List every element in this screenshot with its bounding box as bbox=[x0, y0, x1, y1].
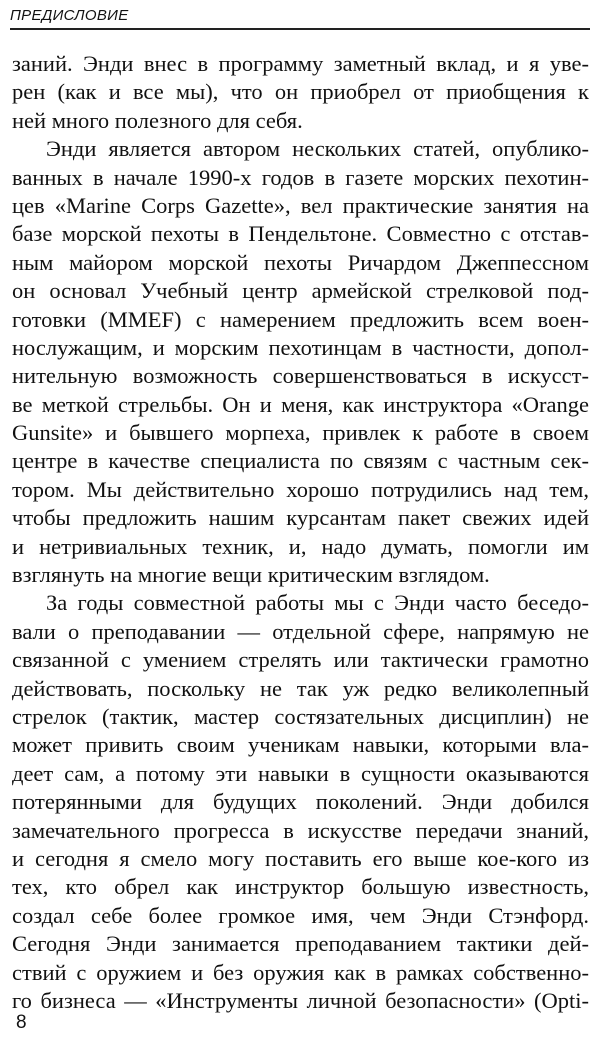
text-line: может привить своим ученикам навыки, которыми вла- bbox=[12, 732, 589, 758]
text-line: ванных в начале 1990-х годов в газете морских пехотин- bbox=[12, 164, 589, 190]
running-header bbox=[10, 4, 590, 30]
text-line: и нетривиальных техник, и, надо думать, помогли им bbox=[12, 533, 589, 559]
text-line: Gunsite» и бывшего морпеха, привлек к работе в своем bbox=[12, 420, 589, 446]
text-line: заний. Энди внес в программу заметный вклад, и я уве- bbox=[12, 51, 589, 76]
text-line: ней много полезного для себя. bbox=[12, 107, 303, 133]
paragraph bbox=[12, 50, 589, 135]
text-line: действовать, поскольку не так уж редко великолепный bbox=[12, 675, 589, 701]
paragraph bbox=[12, 135, 589, 589]
text-line: центре в качестве специалиста по связям с частным сек- bbox=[12, 448, 589, 474]
paragraph bbox=[12, 589, 589, 1015]
running-header-title: ПРЕДИСЛОВИЕ bbox=[10, 7, 129, 24]
text-line: ве меткой стрельбы. Он и меня, как инструктора «Orange bbox=[12, 391, 589, 417]
text-line: цев «Marine Corps Gazette», вел практические занятия на bbox=[12, 192, 589, 218]
text-line: взглянуть на многие вещи критическим взглядом. bbox=[12, 562, 490, 588]
text-line: и сегодня я смело могу поставить его выше кое-кого из bbox=[12, 845, 589, 871]
text-line: он основал Учебный центр армейской стрелковой под- bbox=[12, 278, 589, 304]
text-line: рен (как и все мы), что он приобрел от приобщения к bbox=[12, 79, 589, 105]
text-line: чтобы предложить нашим курсантам пакет свежих идей bbox=[12, 505, 589, 531]
text-line: связанной с умением стрелять или тактически грамотно bbox=[12, 647, 589, 673]
text-line: Сегодня Энди занимается преподаванием тактики дей- bbox=[12, 931, 589, 957]
text-line: вали о преподавании — отдельной сфере, напрямую не bbox=[12, 618, 589, 644]
text-line: деет сам, а потому эти навыки в сущности оказываются bbox=[12, 760, 589, 786]
text-line: готовки (MMEF) с намерением предложить всем воен- bbox=[12, 306, 589, 332]
text-line: стрелок (тактик, мастер состязательных дисциплин) не bbox=[12, 703, 589, 729]
text-line: замечательного прогресса в искусстве передачи знаний, bbox=[12, 817, 589, 843]
text-line: нослужащим, и морским пехотинцам в частности, допол- bbox=[12, 334, 589, 360]
text-line: тех, кто обрел как инструктор большую известность, bbox=[12, 874, 589, 900]
text-line: потерянными для будущих поколений. Энди добился bbox=[12, 789, 589, 815]
text-line: Энди является автором нескольких статей, опублико- bbox=[46, 136, 589, 162]
text-line: ным майором морской пехоты Ричардом Джеппессном bbox=[12, 249, 589, 275]
text-line: тором. Мы действительно хорошо потрудились над тем, bbox=[12, 476, 589, 502]
body-text bbox=[12, 50, 589, 1015]
text-line: ствий с оружием и без оружия как в рамках собственно- bbox=[12, 959, 589, 985]
page-number: 8 bbox=[16, 1012, 27, 1033]
text-line: базе морской пехоты в Пендельтоне. Совместно с отстав- bbox=[12, 221, 589, 247]
text-line: го бизнеса — «Инструменты личной безопасности» (Opti- bbox=[12, 987, 589, 1013]
text-line: За годы совместной работы мы с Энди часто беседо- bbox=[46, 590, 589, 616]
text-line: нительную возможность совершенствоваться в искусст- bbox=[12, 363, 589, 389]
text-line: создал себе более громкое имя, чем Энди Стэнфорд. bbox=[12, 902, 589, 928]
